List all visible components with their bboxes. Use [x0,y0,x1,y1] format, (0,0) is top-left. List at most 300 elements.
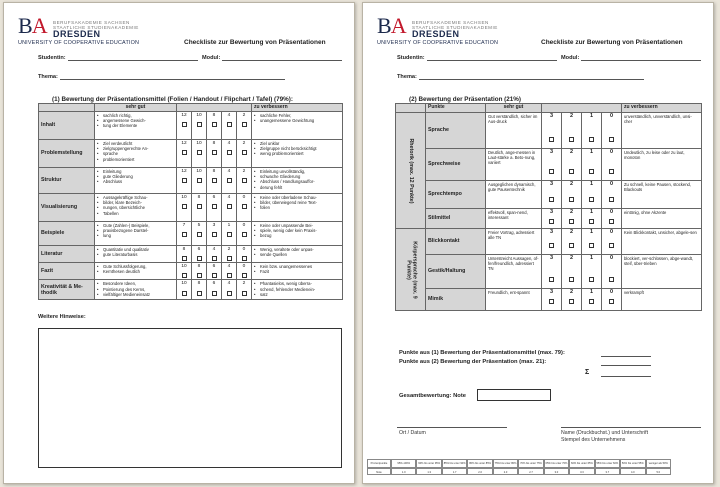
criterion-name: Blickkontakt [426,229,486,255]
score-cell [207,280,222,300]
good-text: • vielfältiger Medieneinsatz [97,292,174,297]
score-value: 0 [609,181,614,187]
score-cell [562,209,582,229]
table-header [396,104,702,113]
score-checkbox[interactable] [197,256,202,261]
score-value: 12 [181,113,187,118]
score-cell [207,168,222,194]
table-row [396,149,702,181]
score-checkbox[interactable] [569,137,574,142]
score-checkbox[interactable] [242,273,247,278]
table-row [39,194,343,222]
logo-line-2: STAATLICHE STUDIENAKADEMIE [412,25,498,30]
score-checkbox[interactable] [609,277,614,282]
score-cell [237,263,252,280]
good-text: • Einleitung [97,169,174,174]
score-value: 2 [242,169,246,174]
result-line-2: Punkte aus (2) Bewertung der Präsentation (max. 21): [399,359,547,365]
score-checkbox[interactable] [182,122,187,127]
improve-text: • derung fehlt [254,185,340,190]
score-checkbox[interactable] [182,273,187,278]
improve-description: Undeutlich, zu leise oder zu laut, monoton [622,149,702,181]
grade-value-cell: 5.0 [646,468,671,475]
score-checkbox[interactable] [589,219,594,224]
header-improve: zu verbessern [252,104,343,112]
good-description [95,140,177,168]
score-checkbox[interactable] [589,277,594,282]
improve-text: • wenig problemorientiert [254,151,340,156]
student-field[interactable] [68,60,198,61]
grade-header-cell: 80% bis unter 85% [467,459,492,468]
score-checkbox[interactable] [609,197,614,202]
table-row [39,112,343,140]
good-text: • praxisbezogene Darstel- [97,228,174,233]
good-description: Ausgeglichen dynamisch, gute Pausentechnik [486,181,542,209]
score-checkbox[interactable] [212,273,217,278]
grade-header-cell: 90% bis unter 95% [416,459,441,468]
score-cell [582,289,602,311]
good-text: • bilder, klare Bezeich- [97,200,174,205]
improve-text: • Wenig, veraltete oder unpas- [254,247,340,252]
score-cell [192,280,207,300]
score-cell [177,263,192,280]
improve-text: • bezug [254,233,340,238]
score-value: 3 [549,289,554,295]
score-checkbox[interactable] [589,243,594,248]
score-checkbox[interactable] [589,169,594,174]
grade-header-cell: 60% bis unter 65% [569,459,594,468]
score-value: 0 [242,264,246,270]
good-text: • Quantitativ und qualitativ [97,247,174,252]
score-checkbox[interactable] [242,178,247,183]
score-cell [207,246,222,263]
score-cell [222,168,237,194]
logo-line-1: BERUFSAKADEMIE SACHSEN [412,20,489,25]
score-checkbox[interactable] [242,150,247,155]
sigma-symbol: Σ [585,369,590,376]
sum-field[interactable] [601,376,651,377]
score-cell [237,112,252,140]
score-value: 2 [242,113,246,118]
score-checkbox[interactable] [549,197,554,202]
score-checkbox[interactable] [212,256,217,261]
score-value: 4 [227,113,231,118]
good-description [95,263,177,280]
improve-description: blockiert, ver-schlossen, abge-wandt, steif, über-trieben [622,255,702,289]
score-value: 6 [212,195,216,200]
score-checkbox[interactable] [227,150,232,155]
criterion-name: Sprechtempo [426,181,486,209]
score-checkbox[interactable] [212,150,217,155]
score-checkbox[interactable] [197,150,202,155]
score-checkbox[interactable] [242,204,247,209]
good-text: • Tabellen [97,211,174,216]
score-checkbox[interactable] [227,291,232,296]
score-value: 12 [181,169,187,174]
score-checkbox[interactable] [549,137,554,142]
good-text: • Gute Schlussfolgerung, [97,264,174,269]
improve-description [252,140,343,168]
score-checkbox[interactable] [227,232,232,237]
score-checkbox[interactable] [227,256,232,261]
score-value: 0 [609,209,614,215]
score-cell [562,113,582,149]
score-checkbox[interactable] [569,277,574,282]
hints-label: Weitere Hinweise: [38,314,86,320]
modul-field[interactable] [581,60,701,61]
good-description: Freier Vortrag, adressiert alle TN [486,229,542,255]
grade-header-cell: Prozentpunkte [367,459,391,468]
score-cell [207,112,222,140]
score-checkbox[interactable] [609,169,614,174]
improve-description [252,246,343,263]
score-cell [542,209,562,229]
score-value: 10 [196,169,202,174]
header-good: sehr gut [486,104,542,113]
group-label: Körpersprache (max. 9 Punkte) [404,240,417,299]
improve-description: unverständlich, unverständlich, unsi-cher [622,113,702,149]
score-checkbox[interactable] [569,299,574,304]
score-cell [192,140,207,168]
score-cell [542,229,562,255]
criterion-name: Visualisierung [39,194,95,222]
score-cell [602,181,622,209]
modul-field[interactable] [222,60,342,61]
hints-textbox[interactable] [38,328,342,468]
score-checkbox[interactable] [242,232,247,237]
score-checkbox[interactable] [197,273,202,278]
score-cell [602,289,622,311]
improve-text: • sachliche Fehler, [254,113,340,118]
good-description [95,168,177,194]
table-row [396,255,702,289]
student-field[interactable] [427,60,557,61]
table-row [39,246,343,263]
grade-header-cell: 65% bis unter 70% [544,459,569,468]
score-value: 6 [212,281,216,287]
score-value: 0 [609,149,614,155]
group-rhetorik [396,113,426,229]
thema-field[interactable] [60,79,285,80]
ba-logo [18,13,153,51]
score-checkbox[interactable] [182,178,187,183]
score-value: 6 [197,247,201,252]
score-checkbox[interactable] [242,256,247,261]
score-value: 12 [181,141,187,146]
score-cell [562,255,582,289]
score-checkbox[interactable] [569,243,574,248]
score-cell [237,280,252,300]
score-checkbox[interactable] [242,291,247,296]
score-value: 8 [197,281,201,287]
improve-text: • schwache Gliederung [254,174,340,179]
result-1-field[interactable] [601,356,651,357]
grade-value-cell: 3.0 [544,468,569,475]
table-header [39,104,343,112]
criterion-name: Mimik [426,289,486,311]
score-cell [192,263,207,280]
table-row [39,222,343,246]
grade-value-cell: 1.7 [442,468,467,475]
stamp-label: Stempel des Unternehmens [561,437,626,443]
grade-value-cell: 2.3 [493,468,518,475]
signature-label: Name (Druckbuchst.) und Unterschrift [561,430,649,436]
good-text: • nungen, übersichtliche [97,205,174,210]
improve-text: • Keine oder unpassende Bei- [254,223,340,228]
score-value: 2 [569,113,574,119]
score-checkbox[interactable] [227,204,232,209]
improve-description [252,168,343,194]
good-text: • Abschluss [97,179,174,184]
header-score [542,104,622,113]
header-blank [39,104,95,112]
criterion-name: Inhalt [39,112,95,140]
score-cell [222,194,237,222]
table-row [396,181,702,209]
score-checkbox[interactable] [212,232,217,237]
score-checkbox[interactable] [212,291,217,296]
score-checkbox[interactable] [182,256,187,261]
grade-value-cell: 1.0 [391,468,416,475]
criterion-name: Problemstellung [39,140,95,168]
score-checkbox[interactable] [609,137,614,142]
improve-text: • spiele, wenig oder kein Praxis- [254,228,340,233]
student-label: Studentin: [38,55,66,61]
grade-value-cell: 2.0 [467,468,492,475]
good-text: • Aussagekräftige Schau- [97,195,174,200]
score-checkbox[interactable] [197,178,202,183]
score-cell [222,140,237,168]
score-cell [177,140,192,168]
score-checkbox[interactable] [182,150,187,155]
score-cell [562,181,582,209]
improve-text: • Einleitung unvollständig, [254,169,340,174]
score-cell [222,246,237,263]
score-checkbox[interactable] [197,232,202,237]
score-value: 10 [181,195,187,200]
grade-value-cell: Note [367,468,391,475]
grade-header-cell: 50% bis unter 55% [620,459,645,468]
score-value: 1 [589,113,594,119]
good-text: • Kernthesen deutlich [97,269,174,274]
score-value: 3 [549,181,554,187]
score-value: 1 [589,209,594,215]
table-row [39,168,343,194]
criterion-name: Literatur [39,246,95,263]
grade-header-cell: 85% bis unter 90% [442,459,467,468]
score-checkbox[interactable] [549,277,554,282]
improve-description [252,280,343,300]
good-description [95,246,177,263]
score-checkbox[interactable] [212,178,217,183]
result-2-field[interactable] [601,365,651,366]
improve-description [252,222,343,246]
grade-value-cell: 3.3 [569,468,594,475]
score-value: 4 [227,169,231,174]
grade-header-cell: 75% bis unter 80% [493,459,518,468]
score-value: 8 [197,264,201,270]
score-checkbox[interactable] [589,197,594,202]
improve-text: • Kein bzw. unangemessenes [254,264,340,269]
score-value: 4 [212,247,216,252]
score-cell [542,113,562,149]
table-row [39,263,343,280]
score-checkbox[interactable] [227,273,232,278]
thema-label: Thema: [397,74,417,80]
improve-text: • Fazit [254,269,340,274]
section-1-title: (1) Bewertung der Präsentationsmittel (Folien / Handout / Flipchart / Tafel) (79%): [52,96,293,103]
score-checkbox[interactable] [609,299,614,304]
score-value: 3 [549,229,554,235]
improve-description [252,194,343,222]
score-cell [207,263,222,280]
total-grade-box[interactable] [477,389,551,401]
good-description: Gut verständlich, sicher im Aus-druck [486,113,542,149]
score-value: 0 [609,255,614,261]
improve-text: • Abschluss / Handlungsauffor- [254,179,340,184]
improve-description: Kein Blickkontakt, unsicher, abgele-sen [622,229,702,255]
score-checkbox[interactable] [589,299,594,304]
modul-label: Modul: [202,55,221,61]
good-text: • tung der Elemente [97,123,174,128]
score-cell [582,209,602,229]
grade-value-cell: 3.7 [595,468,620,475]
improve-description: Zu schnell, keine Pausen, stockend, Blackouts [622,181,702,209]
score-value: 1 [589,149,594,155]
score-checkbox[interactable] [549,243,554,248]
grade-value-cell: 4.0 [620,468,645,475]
score-checkbox[interactable] [212,204,217,209]
score-value: 4 [227,141,231,146]
score-checkbox[interactable] [182,291,187,296]
total-label: Gesamtbewertung: Note [399,393,466,399]
score-value: 4 [227,195,231,200]
ort-datum-line[interactable] [397,427,507,428]
score-cell [582,255,602,289]
thema-field[interactable] [419,79,644,80]
signature-line[interactable] [561,427,701,428]
score-checkbox[interactable] [569,219,574,224]
improve-text: • Zielgruppe nicht berücksichtigt [254,146,340,151]
score-checkbox[interactable] [182,204,187,209]
score-cell [177,222,192,246]
good-description [95,112,177,140]
score-value: 1 [589,229,594,235]
score-checkbox[interactable] [227,178,232,183]
score-cell [237,194,252,222]
form-page-2 [362,2,714,484]
score-value: 2 [569,255,574,261]
score-value: 2 [242,141,246,146]
score-cell [542,181,562,209]
score-value: 4 [227,281,231,287]
grade-header-cell: 55% bis unter 60% [595,459,620,468]
good-text: • gute Literaturbasis [97,252,174,257]
improve-text: • Ziel unklar [254,141,340,146]
grade-header-cell: weniger als 50% [646,459,671,468]
score-cell [192,168,207,194]
good-description: effektvoll, span-nend, interessant [486,209,542,229]
score-cell [562,229,582,255]
improve-text: • bilder, überwiegend reine Text- [254,200,340,205]
score-checkbox[interactable] [609,243,614,248]
logo-city: DRESDEN [412,29,460,39]
header-blank [396,104,426,113]
score-checkbox[interactable] [197,204,202,209]
good-text: • zielgruppengerechte An- [97,146,174,151]
score-value: 7 [182,223,186,228]
grade-header-cell: 95%-100% [391,459,416,468]
improve-description: eintönig, ohne Akzente [622,209,702,229]
score-value: 2 [242,281,246,287]
ort-datum-label: Ort / Datum [399,430,426,436]
score-cell [192,194,207,222]
logo-mark: BA [377,13,406,38]
improve-description [252,112,343,140]
score-cell [192,222,207,246]
score-cell [237,168,252,194]
score-cell [177,194,192,222]
good-text: • Pointierung des Kerns, [97,287,174,292]
improve-description [252,263,343,280]
score-cell [237,222,252,246]
score-cell [237,140,252,168]
score-value: 8 [212,169,216,174]
score-checkbox[interactable] [589,137,594,142]
criterion-name: Sprechweise [426,149,486,181]
score-checkbox[interactable] [227,122,232,127]
improve-text: • sende Quellen [254,252,340,257]
score-checkbox[interactable] [549,219,554,224]
good-text: • lung [97,233,174,238]
form-title: Checkliste zur Bewertung von Präsentationen [541,39,683,46]
score-cell [602,149,622,181]
score-cell [222,280,237,300]
score-cell [177,112,192,140]
grade-value-cell: 2.7 [518,468,543,475]
header-good: sehr gut [95,104,177,112]
table-row [396,229,702,255]
group-label: Rhetorik (max. 12 Punkte) [407,137,414,204]
good-text: • Besondere Ideen, [97,281,174,286]
score-checkbox[interactable] [212,122,217,127]
score-cell [562,149,582,181]
score-checkbox[interactable] [549,299,554,304]
improve-text: • satz [254,292,340,297]
score-checkbox[interactable] [182,232,187,237]
score-cell [237,246,252,263]
score-value: 0 [609,229,614,235]
score-checkbox[interactable] [242,122,247,127]
logo-university: UNIVERSITY OF COOPERATIVE EDUCATION [377,40,499,46]
score-value: 2 [569,229,574,235]
score-cell [222,222,237,246]
score-checkbox[interactable] [609,219,614,224]
score-cell [207,222,222,246]
score-cell [602,113,622,149]
improve-text: • Keine oder überladene Schau- [254,195,340,200]
score-cell [542,255,562,289]
score-checkbox[interactable] [569,197,574,202]
score-value: 2 [569,209,574,215]
header-score [177,104,252,112]
score-checkbox[interactable] [549,169,554,174]
score-value: 10 [181,264,187,270]
score-checkbox[interactable] [569,169,574,174]
improve-text: • schend, fehlender Medienein- [254,287,340,292]
score-checkbox[interactable] [197,122,202,127]
score-checkbox[interactable] [197,291,202,296]
